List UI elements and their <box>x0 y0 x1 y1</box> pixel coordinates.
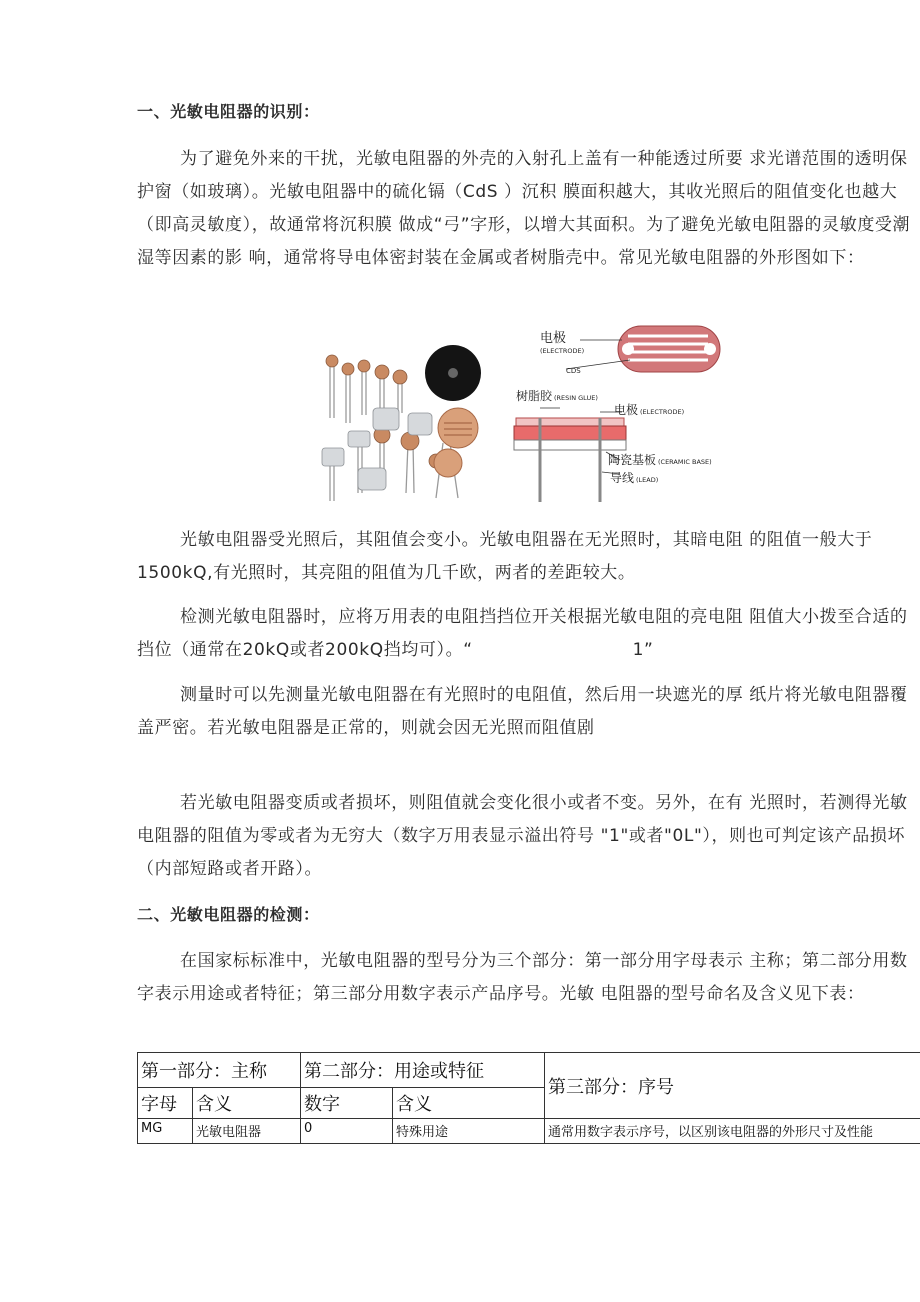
label-ceramic-cn: 陶瓷基板 <box>608 453 657 467</box>
section2-paragraph-1: 在国家标标准中，光敏电阻器的型号分为三个部分：第一部分用字母表示 主称；第二部分用数字表示用途或者特征；第三部分用数字表示产品序号。光敏 电阻器的型号命名及含义见下表： <box>137 951 908 1004</box>
paragraph-3-text: 检测光敏电阻器时，应将万用表的电阻挡挡位开关根据光敏电阻的亮电阻 阻值大小拨至合适的挡位（通常在20kQ或者200kQ挡均可）。“ <box>137 607 908 660</box>
section2-heading: 二、光敏电阻器的检测： <box>137 905 320 924</box>
label-ceramic-en: (CERAMIC BASE) <box>658 458 712 466</box>
section1-paragraph-4: 测量时可以先测量光敏电阻器在有光照时的电阻值，然后用一块遮光的厚 纸片将光敏电阻器覆盖严密。若光敏电阻器是正常的，则就会因无光照而阻值剧 <box>137 685 908 738</box>
label-resin-en: (RESIN GLUE) <box>554 394 598 402</box>
section1-paragraph-3 <box>137 601 912 667</box>
label-resin-cn: 树脂胶 <box>516 389 553 403</box>
cell-digit: 0 <box>301 1119 393 1144</box>
cell-meaning-2: 特殊用途 <box>393 1119 545 1144</box>
table-header-part2: 第二部分：用途或特征 <box>301 1053 545 1088</box>
photoresistor-structure-diagram <box>510 322 740 502</box>
table-col-digit: 数字 <box>301 1088 393 1119</box>
photoresistor-photo <box>318 343 486 503</box>
label-lead-cn: 导线 <box>610 471 635 485</box>
cell-letter: MG <box>138 1119 193 1144</box>
label-cds: CDS <box>566 367 581 375</box>
cell-meaning-1: 光敏电阻器 <box>193 1119 301 1144</box>
table-row <box>138 1119 920 1144</box>
label-lead-en: (LEAD) <box>636 476 659 484</box>
label-electrode2-cn: 电极 <box>614 403 639 417</box>
paragraph-3-tail: 1” <box>632 640 654 660</box>
section1-paragraph-5: 若光敏电阻器变质或者损坏，则阻值就会变化很小或者不变。另外，在有 光照时，若测得光敏电阻器的阻值为零或者为无穷大（数字万用表显示溢出符号 "1"或者"0L"），则也可判定该产品损坏（内部短路或者开路）。 <box>137 793 908 879</box>
model-naming-table <box>137 1052 920 1144</box>
label-electrode-cn: 电极 <box>540 331 567 346</box>
label-electrode2-en: (ELECTRODE) <box>640 408 685 416</box>
section1-paragraph-1: 为了避免外来的干扰，光敏电阻器的外壳的入射孔上盖有一种能透过所要 求光谱范围的透明保护窗（如玻璃）。光敏电阻器中的硫化镉（CdS ）沉积 膜面积越大，其收光照后的阻值变化也越大（即高灵敏度），故通常将沉积膜 做成“弓”字形，以增大其面积。为了避免光敏电阻器的灵敏度受潮湿等因素的影 响，通常将导电体密封装在金属或者树脂壳中。常见光敏电阻器的外形图如下： <box>137 149 911 268</box>
section1-paragraph-2: 光敏电阻器受光照后，其阻值会变小。光敏电阻器在无光照时，其暗电阻 的阻值一般大于1500kQ,有光照时，其亮阻的阻值为几千欧，两者的差距较大。 <box>137 530 873 583</box>
label-electrode-en: (ELECTRODE) <box>540 347 585 355</box>
table-header-part1: 第一部分：主称 <box>138 1053 301 1088</box>
table-header-part3: 第三部分：序号 <box>545 1053 920 1119</box>
table-col-meaning-2: 含义 <box>393 1088 545 1119</box>
section1-heading: 一、光敏电阻器的识别： <box>137 102 320 121</box>
table-col-letter: 字母 <box>138 1088 193 1119</box>
cell-serial: 通常用数字表示序号，以区别该电阻器的外形尺寸及性能 <box>545 1119 920 1144</box>
table-col-meaning-1: 含义 <box>193 1088 301 1119</box>
